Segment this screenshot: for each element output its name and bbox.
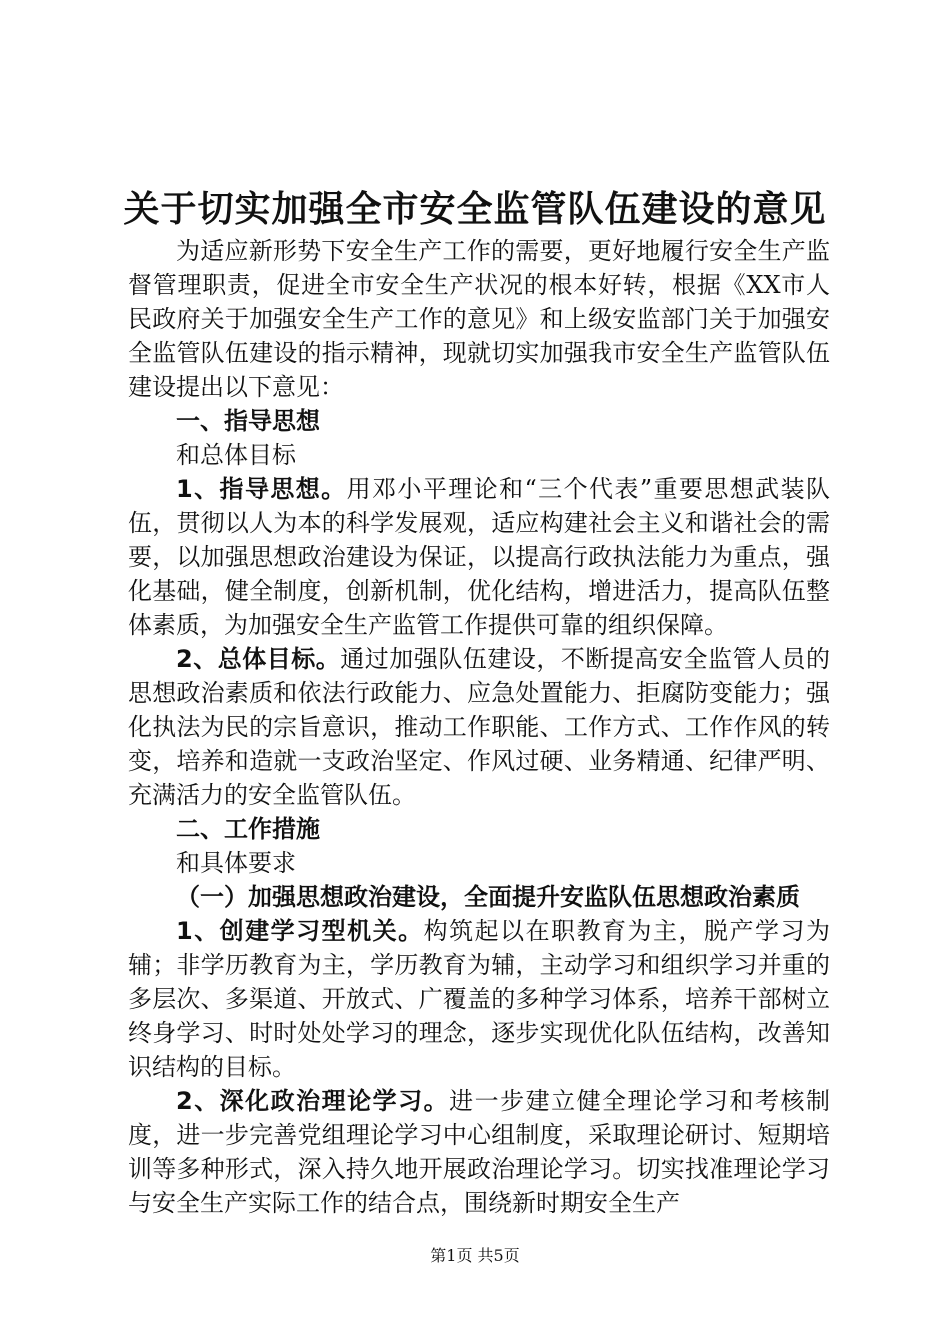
paragraph-text: 构筑起以在职教育为主，脱产学习为辅；非学历教育为主，学历教育为辅，主动学习和组织学习并重的多层次、多渠道、开放式、广覆盖的多种学习体系，培养干部树立终身学习、时时处处学习的理念，逐步实现优化队伍结构，改善知识结构的目标。 xyxy=(128,917,831,1081)
paragraph-lead: 2、总体目标。 xyxy=(176,645,341,673)
section-heading-2: 二、工作措施 xyxy=(176,815,320,843)
paragraph-lead: 1、指导思想。 xyxy=(176,475,347,503)
paragraph-text: 进一步建立健全理论学习和考核制度，进一步完善党组理论学习中心组制度，采取理论研讨、短期培训等多种形式，深入持久地开展政治理论学习。切实找准理论学习与安全生产实际工作的结合点，围绕新时期安全生产 xyxy=(128,1087,830,1217)
paragraph-learning-organization xyxy=(128,914,830,1084)
paragraph-lead: 2、深化政治理论学习。 xyxy=(176,1087,450,1115)
paragraph-guiding-ideology xyxy=(128,472,830,642)
paragraph-overall-goal xyxy=(128,642,830,812)
paragraph-text: 通过加强队伍建设，不断提高安全监管人员的思想政治素质和依法行政能力、应急处置能力、拒腐防变能力；强化执法为民的宗旨意识，推动工作职能、工作方式、工作作风的转变，培养和造就一支政治坚定、作风过硬、业务精通、纪律严明、充满活力的安全监管队伍。 xyxy=(128,645,830,809)
section-heading-1: 一、指导思想 xyxy=(176,407,320,435)
page-footer: 第1页 共5页 xyxy=(430,1246,520,1265)
intro-paragraph: 为适应新形势下安全生产工作的需要，更好地履行安全生产监督管理职责，促进全市安全生产状况的根本好转，根据《XX市人民政府关于加强安全生产工作的意见》和上级安监部门关于加强安全监管队伍建设的指示精神，现就切实加强我市安全生产监管队伍建设提出以下意见： xyxy=(128,237,830,401)
section-heading-2-continuation: 和具体要求 xyxy=(176,849,296,877)
document-title: 关于切实加强全市安全监管队伍建设的意见 xyxy=(123,189,827,230)
document-body xyxy=(128,234,830,1220)
section-heading-1-continuation: 和总体目标 xyxy=(176,441,296,469)
paragraph-political-theory xyxy=(128,1084,830,1220)
paragraph-text: 用邓小平理论和“三个代表”重要思想武装队伍，贯彻以人为本的科学发展观，适应构建社会主义和谐社会的需要，以加强思想政治建设为保证，以提高行政执法能力为重点，强化基础，健全制度，创新机制，优化结构，增进活力，提高队伍整体素质，为加强安全生产监管工作提供可靠的组织保障。 xyxy=(128,475,830,639)
paragraph-lead: 1、创建学习型机关。 xyxy=(176,917,424,945)
subsection-heading-1: （一）加强思想政治建设，全面提升安监队伍思想政治素质 xyxy=(176,883,800,911)
